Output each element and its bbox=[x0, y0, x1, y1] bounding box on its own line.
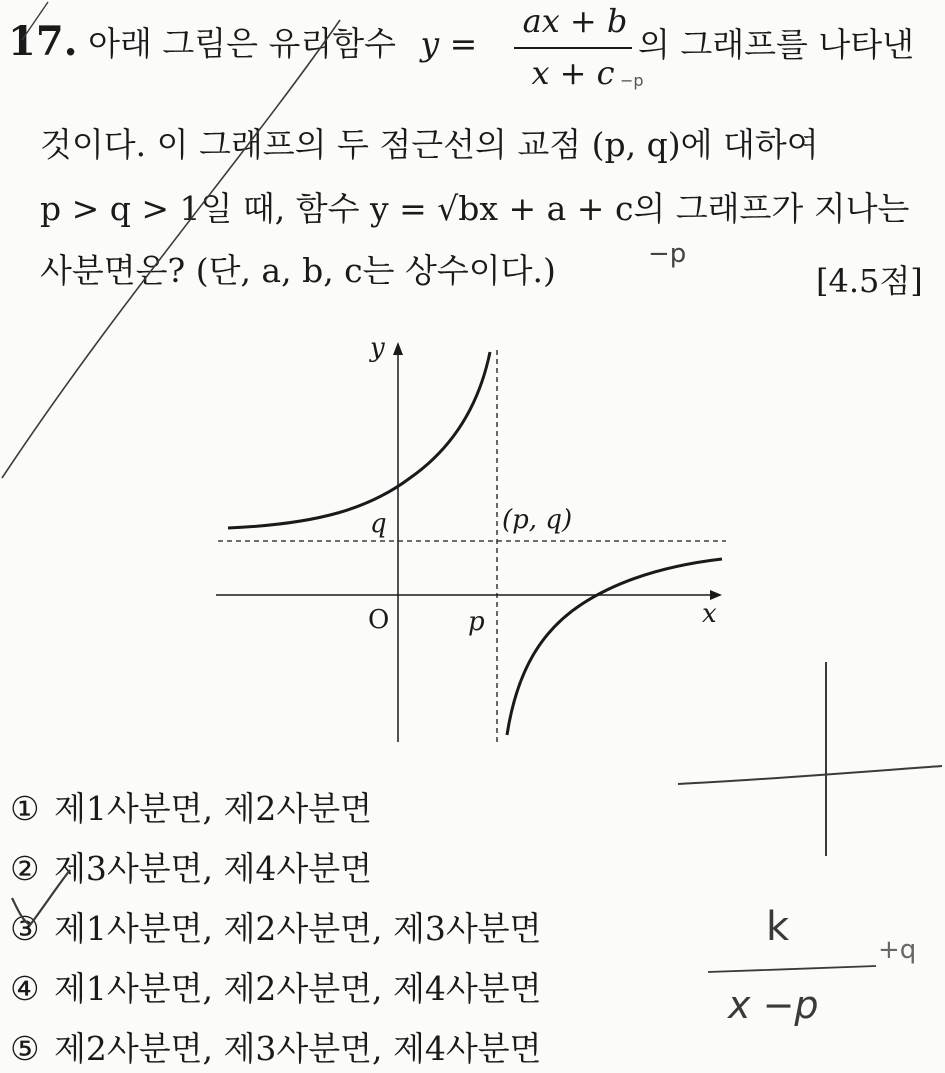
question-line-4: 사분면은? (단, a, b, c는 상수이다.) bbox=[40, 251, 556, 290]
handwritten-k: k bbox=[766, 904, 790, 950]
choice-4-symbol: ④ bbox=[10, 969, 40, 1008]
choice-1-symbol: ① bbox=[10, 789, 40, 828]
choice-5-text: 제2사분면, 제3사분면, 제4사분면 bbox=[54, 1029, 542, 1068]
fraction-denominator: x + c bbox=[531, 54, 615, 92]
choice-4-text: 제1사분면, 제2사분면, 제4사분면 bbox=[54, 969, 542, 1008]
check-mark-icon bbox=[12, 870, 70, 925]
choice-3-text: 제1사분면, 제2사분면, 제3사분면 bbox=[54, 909, 542, 948]
origin-label: O bbox=[368, 605, 390, 635]
pencil-top-stroke bbox=[22, 2, 48, 40]
x-axis-label: x bbox=[702, 599, 717, 629]
handwritten-minus-p-2: −p bbox=[648, 239, 687, 269]
handwritten-plus-q: +q bbox=[878, 935, 917, 965]
question-line-3: p > q > 1일 때, 함수 y = √bx + a + c의 그래프가 지나는 bbox=[40, 189, 910, 228]
fraction-numerator: ax + b bbox=[522, 2, 628, 40]
score-label: [4.5점] bbox=[816, 262, 923, 300]
choice-3-symbol: ③ bbox=[10, 909, 40, 948]
handwritten-fraction-bar bbox=[708, 966, 876, 972]
question-line1-text: 아래 그림은 유리함수 bbox=[88, 24, 396, 63]
question-number: 17. bbox=[8, 18, 78, 65]
p-label: p bbox=[468, 607, 485, 637]
choice-5-symbol: ⑤ bbox=[10, 1029, 40, 1068]
choice-2-text: 제3사분면, 제4사분면 bbox=[54, 849, 372, 888]
handwritten-minus-p-1: −p bbox=[620, 71, 644, 90]
question-line1-tail: 의 그래프를 나타낸 bbox=[638, 25, 915, 64]
handwritten-denominator: x −p bbox=[728, 983, 819, 1027]
sketch-axis-horizontal bbox=[678, 766, 942, 784]
pencil-diagonal-stroke bbox=[2, 20, 340, 478]
q-label: q bbox=[370, 509, 387, 539]
question-line1-y: y = bbox=[420, 24, 478, 63]
y-axis-label: y bbox=[370, 333, 385, 363]
intersection-label: (p, q) bbox=[502, 505, 573, 535]
choice-1-text: 제1사분면, 제2사분면 bbox=[54, 789, 372, 828]
choice-2-symbol: ② bbox=[10, 849, 40, 888]
question-line-2: 것이다. 이 그래프의 두 점근선의 교점 (p, q)에 대하여 bbox=[40, 125, 819, 164]
